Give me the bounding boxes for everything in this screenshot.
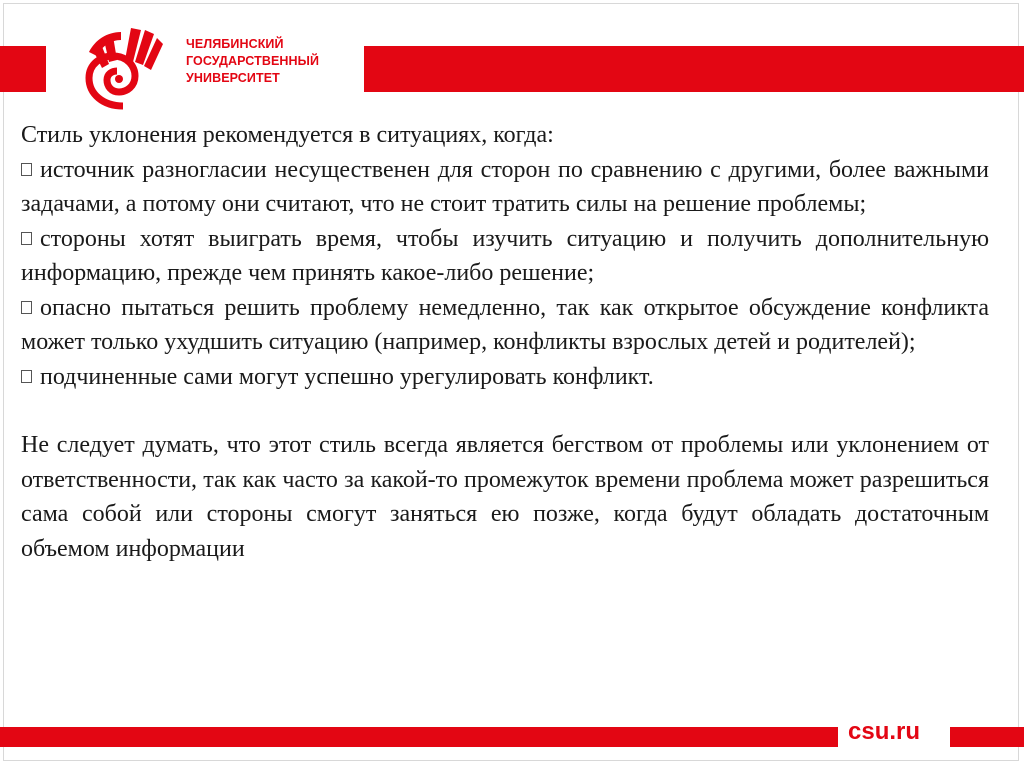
paragraph-gap bbox=[21, 394, 989, 428]
empty-square-icon bbox=[21, 370, 32, 383]
empty-square-icon bbox=[21, 232, 32, 245]
intro-text: Стиль уклонения рекомендуется в ситуациях, когда: bbox=[21, 122, 554, 148]
header-bar-right bbox=[364, 46, 1024, 92]
site-link[interactable]: csu.ru bbox=[848, 718, 921, 745]
slide-content bbox=[21, 118, 989, 566]
bullet-text: стороны хотят выиграть время, чтобы изучить ситуацию и получить дополнительную информацию, прежде чем принять какое-либо решение; bbox=[21, 225, 989, 286]
bullet-item bbox=[21, 360, 989, 395]
university-name-line-1: ЧЕЛЯБИНСКИЙ bbox=[186, 37, 284, 51]
bullet-item bbox=[21, 291, 989, 360]
spiral-shell-logo-icon bbox=[77, 26, 165, 114]
bullet-text: опасно пытаться решить проблему немедленно, так как открытое обсуждение конфликта может только ухудшить ситуацию (например, конфликты взрослых детей и родителей); bbox=[21, 294, 989, 355]
university-name-line-3: УНИВЕРСИТЕТ bbox=[186, 71, 280, 85]
bullet-text: источник разногласии несущественен для сторон по сравнению с другими, более важными задачами, а потому они считают, что не стоит тратить силы на решение проблемы; bbox=[21, 156, 989, 217]
header-bar-left bbox=[0, 46, 46, 92]
footer-bar-right bbox=[950, 727, 1024, 747]
conclusion-text: Не следует думать, что этот стиль всегда является бегством от проблемы или уклонением от ответственности, так как часто за какой-то промежуток времени проблема может разрешиться сама собой или стороны смогут заняться ею позже, когда будут обладать достаточным объемом информации bbox=[21, 432, 989, 562]
bullet-item bbox=[21, 222, 989, 291]
footer-bar-left bbox=[0, 727, 838, 747]
empty-square-icon bbox=[21, 301, 32, 314]
university-name bbox=[186, 36, 319, 87]
bullet-text: подчиненные сами могут успешно урегулировать конфликт. bbox=[40, 363, 654, 390]
bullet-item bbox=[21, 153, 989, 222]
empty-square-icon bbox=[21, 163, 32, 176]
university-name-line-2: ГОСУДАРСТВЕННЫЙ bbox=[186, 54, 320, 68]
